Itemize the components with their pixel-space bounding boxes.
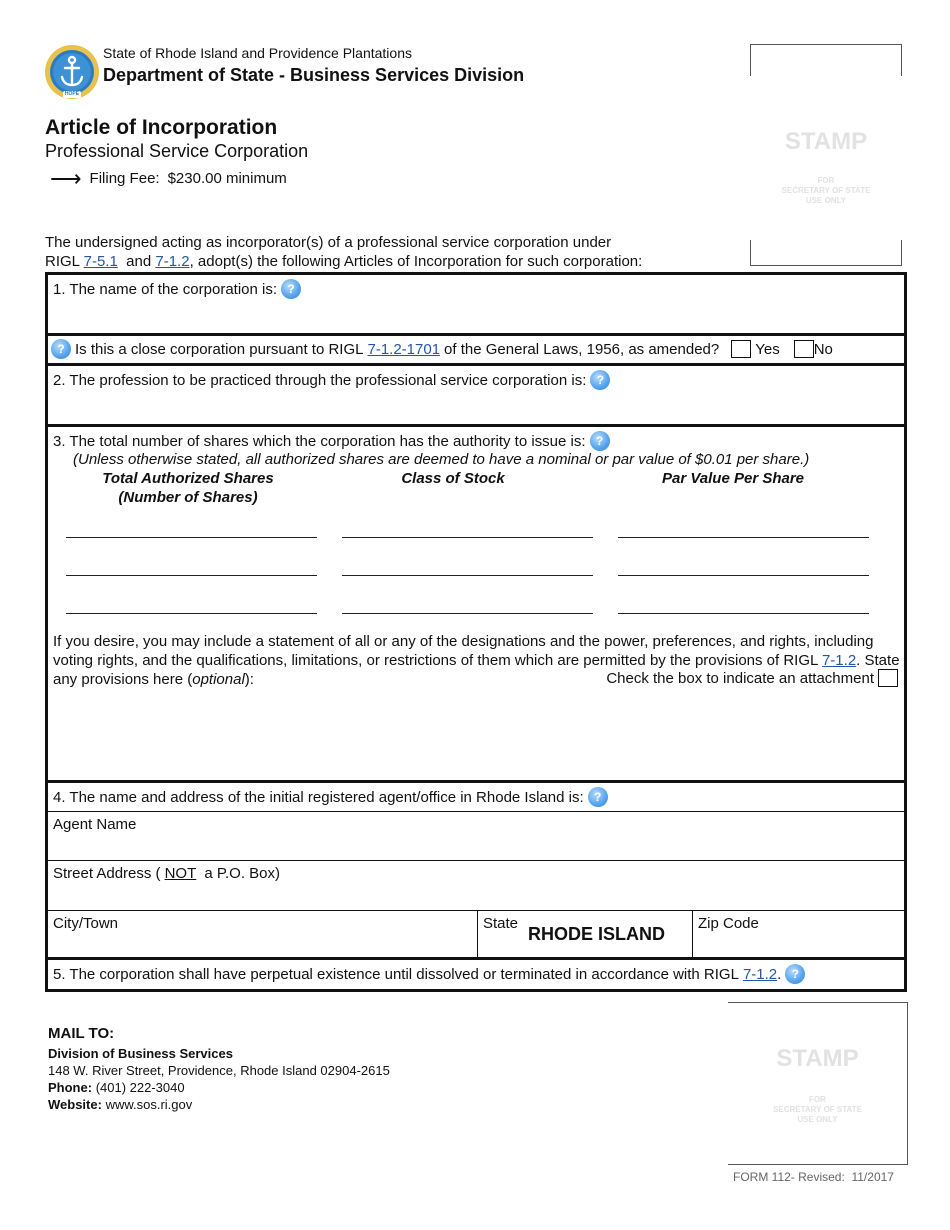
par-value-header: Par Value Per Share bbox=[661, 470, 805, 487]
agent-name-field[interactable] bbox=[48, 812, 904, 861]
state-name: State of Rhode Island and Providence Plantations bbox=[103, 45, 412, 61]
rigl-7-1-2-1701-link[interactable]: 7-1.2-1701 bbox=[367, 340, 441, 358]
intro-text bbox=[45, 233, 745, 271]
city-state-zip-row bbox=[48, 911, 904, 960]
zip-code-field[interactable] bbox=[693, 911, 904, 957]
street-post: a P.O. Box) bbox=[200, 865, 280, 882]
city-town-field[interactable] bbox=[48, 911, 478, 957]
rigl-7-1-2-link[interactable]: 7-1.2 bbox=[155, 253, 190, 270]
par-value-note: (Unless otherwise stated, all authorized shares are deemed to have a nominal or par value of $0.01 per share.) bbox=[73, 451, 810, 468]
class-line-2[interactable] bbox=[342, 575, 593, 576]
filing-fee-value: $230.00 minimum bbox=[167, 170, 287, 187]
filing-fee bbox=[50, 165, 287, 191]
section-2-profession[interactable] bbox=[48, 366, 904, 427]
shares-line-2[interactable] bbox=[66, 575, 317, 576]
state-value: RHODE ISLAND bbox=[528, 924, 666, 944]
state-label: State bbox=[483, 915, 519, 932]
close-corp-pre: Is this a close corporation pursuant to RIGL bbox=[75, 340, 364, 358]
provisions-text-2: . State any provisions here ( bbox=[53, 652, 900, 688]
street-address-field[interactable] bbox=[48, 861, 904, 911]
stamp-sub-1: FOR bbox=[817, 176, 835, 185]
section-5-text: 5. The corporation shall have perpetual existence until dissolved or terminated in accordance with RIGL bbox=[53, 965, 739, 983]
intro-rest: , adopt(s) the following Articles of Incorporation for such corporation: bbox=[189, 253, 643, 270]
intro-rigl: RIGL bbox=[45, 253, 80, 270]
stamp-frame-top bbox=[750, 44, 902, 76]
stamp-area-bottom bbox=[728, 1002, 908, 1165]
par-line-2[interactable] bbox=[618, 575, 869, 576]
mail-to-block bbox=[48, 1025, 390, 1113]
section-4-label bbox=[53, 787, 608, 807]
form-number: FORM 112- Revised: 11/2017 bbox=[733, 1170, 894, 1184]
rigl-7-1-2-link[interactable]: 7-1.2 bbox=[742, 965, 778, 983]
attachment-check bbox=[606, 669, 898, 687]
phone-number: (401) 222-3040 bbox=[95, 1080, 185, 1095]
stamp-area-top bbox=[750, 44, 902, 266]
department-name: Department of State - Business Services Division bbox=[103, 65, 525, 85]
help-icon[interactable]: ? bbox=[51, 339, 71, 359]
section-5-label bbox=[53, 964, 805, 984]
help-icon[interactable]: ? bbox=[588, 787, 608, 807]
class-line-3[interactable] bbox=[342, 613, 593, 614]
attachment-checkbox[interactable] bbox=[878, 669, 898, 687]
website-url[interactable]: www.sos.ri.gov bbox=[105, 1097, 193, 1112]
total-shares-header-line1: Total Authorized Shares bbox=[102, 470, 274, 487]
stamp-frame-bottom bbox=[750, 240, 902, 266]
section-2-text: 2. The profession to be practiced through the professional service corporation is: bbox=[53, 371, 587, 389]
stamp-sub-2: SECRETARY OF STATE bbox=[773, 1105, 862, 1114]
rigl-7-5-1-link[interactable]: 7-5.1 bbox=[83, 253, 118, 270]
stamp-sub-2: SECRETARY OF STATE bbox=[781, 186, 871, 195]
shares-line-3[interactable] bbox=[66, 613, 317, 614]
help-icon[interactable]: ? bbox=[590, 370, 610, 390]
section-4-text: 4. The name and address of the initial registered agent/office in Rhode Island is: bbox=[53, 788, 584, 806]
section-1-text: 1. The name of the corporation is: bbox=[53, 280, 278, 298]
help-icon[interactable]: ? bbox=[590, 431, 610, 451]
total-shares-header-line2: (Number of Shares) bbox=[118, 489, 258, 506]
section-1-corporation-name[interactable] bbox=[48, 275, 904, 336]
city-town-label: City/Town bbox=[53, 915, 119, 932]
mail-address: 148 W. River Street, Providence, Rhode Island 02904-2615 bbox=[48, 1063, 390, 1078]
section-5-existence bbox=[48, 960, 904, 989]
section-3-text: 3. The total number of shares which the corporation has the authority to issue is: bbox=[53, 432, 586, 450]
total-shares-header bbox=[88, 469, 288, 507]
attachment-label: Check the box to indicate an attachment bbox=[606, 669, 874, 687]
page-subtitle: Professional Service Corporation bbox=[45, 141, 309, 161]
provisions-text-1: If you desire, you may include a statement of all or any of the designations and the power, preferences, and rights, including voting rights, and the qualifications, limitations, or restrictions of them which are permitted by the provisions of RIGL bbox=[53, 633, 874, 669]
yes-label: Yes bbox=[755, 340, 780, 358]
page-title: Article of Incorporation bbox=[45, 116, 278, 139]
mail-to-heading: MAIL TO: bbox=[48, 1025, 115, 1042]
articles-form bbox=[45, 272, 907, 992]
seal-motto: HOPE bbox=[64, 91, 80, 97]
filing-fee-label: Filing Fee: bbox=[89, 170, 160, 187]
close-corporation-label bbox=[51, 339, 833, 359]
class-line-1[interactable] bbox=[342, 537, 593, 538]
close-corporation-row bbox=[48, 336, 904, 366]
intro-and: and bbox=[126, 253, 152, 270]
par-line-3[interactable] bbox=[618, 613, 869, 614]
mail-division: Division of Business Services bbox=[48, 1046, 233, 1061]
help-icon[interactable]: ? bbox=[281, 279, 301, 299]
help-icon[interactable]: ? bbox=[785, 964, 805, 984]
section-4-header bbox=[48, 783, 904, 812]
no-checkbox[interactable] bbox=[794, 340, 814, 358]
agent-name-label: Agent Name bbox=[53, 816, 137, 833]
provisions-text-3: ): bbox=[244, 671, 254, 688]
street-not: NOT bbox=[164, 865, 197, 882]
state-seal-icon bbox=[44, 44, 100, 100]
yes-checkbox[interactable] bbox=[731, 340, 751, 358]
stamp-sub-1: FOR bbox=[809, 1095, 826, 1104]
section-1-label bbox=[53, 279, 301, 299]
section-2-label bbox=[53, 370, 610, 390]
state-field bbox=[478, 911, 693, 957]
stamp-word: STAMP bbox=[784, 128, 868, 155]
section-5-end: . bbox=[777, 965, 782, 983]
zip-code-label: Zip Code bbox=[698, 915, 759, 932]
stamp-sub-3: USE ONLY bbox=[805, 196, 847, 205]
street-address-label bbox=[53, 865, 280, 882]
class-of-stock-header: Class of Stock bbox=[401, 470, 505, 487]
rigl-7-1-2-link[interactable]: 7-1.2 bbox=[821, 652, 857, 669]
provisions-optional: optional bbox=[192, 671, 245, 688]
no-label: No bbox=[813, 340, 833, 358]
section-3-label bbox=[53, 431, 610, 451]
intro-line1: The undersigned acting as incorporator(s) of a professional service corporation under bbox=[45, 234, 612, 251]
section-3-shares bbox=[48, 427, 904, 783]
street-pre: Street Address ( bbox=[53, 865, 161, 882]
arrow-right-icon: ⟶ bbox=[50, 165, 82, 191]
close-corp-post: of the General Laws, 1956, as amended? bbox=[444, 340, 720, 358]
par-line-1[interactable] bbox=[618, 537, 869, 538]
shares-line-1[interactable] bbox=[66, 537, 317, 538]
website-label: Website: bbox=[48, 1097, 102, 1112]
stamp-word: STAMP bbox=[776, 1045, 859, 1072]
stamp-sub-3: USE ONLY bbox=[797, 1115, 838, 1124]
phone-label: Phone: bbox=[48, 1080, 93, 1095]
